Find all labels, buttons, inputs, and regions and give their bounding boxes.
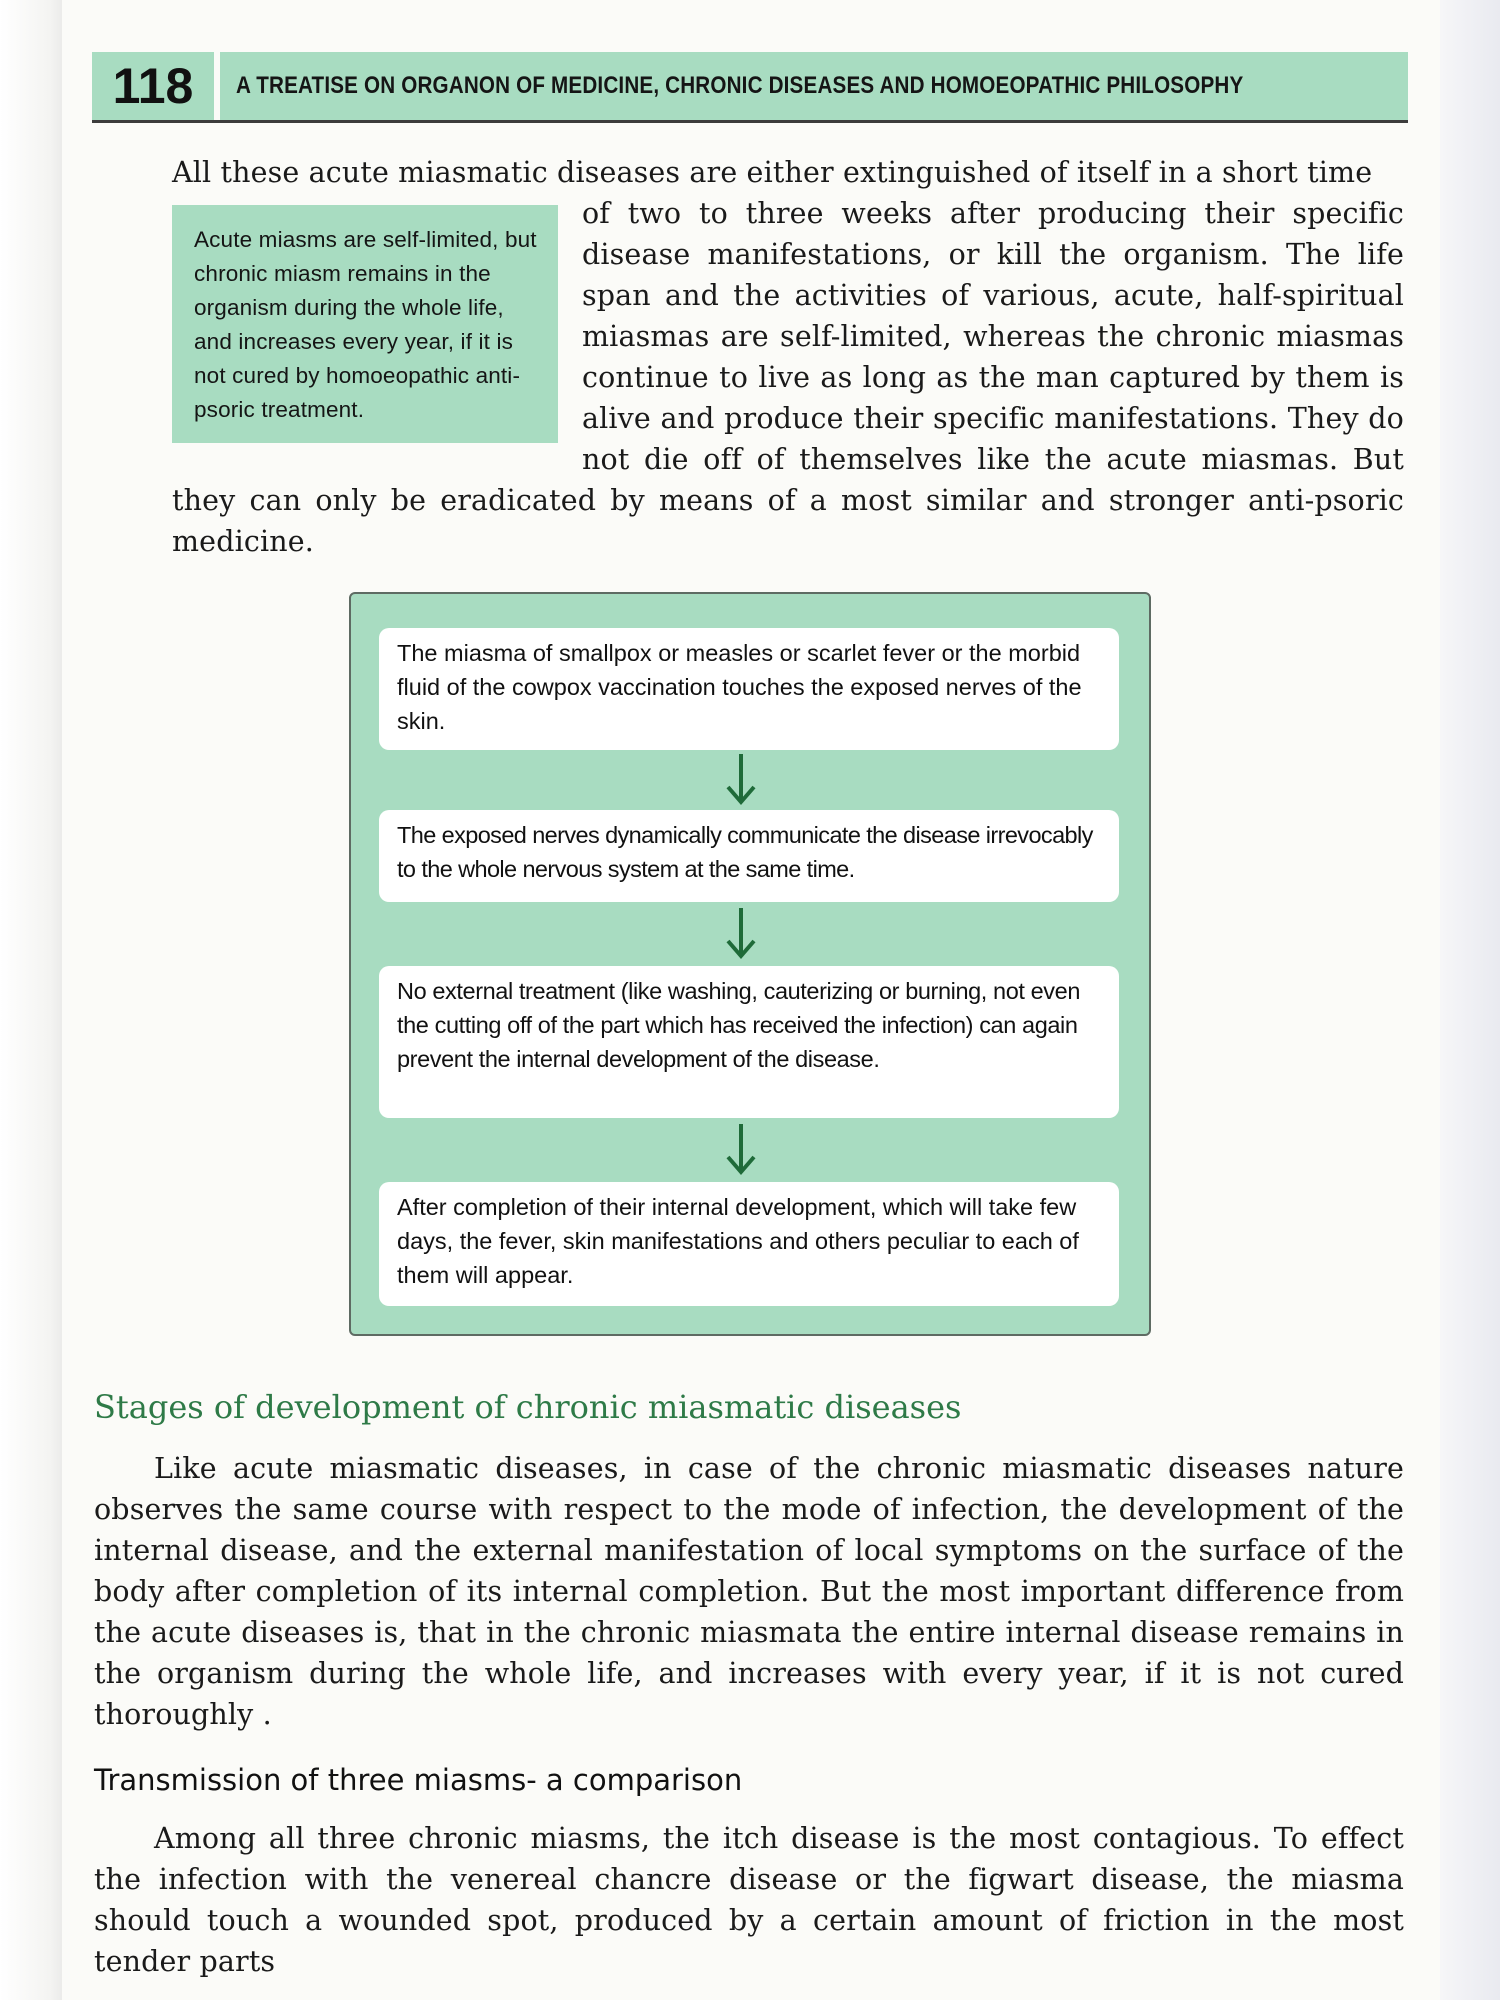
section-heading-transmission: Transmission of three miasms- a comparison	[94, 1763, 743, 1797]
stages-paragraph: Like acute miasmatic diseases, in case of the chronic miasmatic diseases nature observes the same course with respect to the mode of infection, the development of the internal disease, and the external manifestation of local symptoms on the surface of the body after completion of its internal completion. But the most important difference from the acute diseases is, that in the chronic miasmata the entire internal disease remains in the organism during the whole life, and increases with every year, if it is not cured thoroughly .	[94, 1452, 1404, 1731]
page-header	[92, 52, 1408, 123]
down-arrow-icon	[721, 1120, 761, 1180]
flowchart-step-2: The exposed nerves dynamically communicate the disease irrevocably to the whole nervous system at the same time.	[379, 810, 1119, 902]
page-number: 118	[92, 52, 214, 120]
sidenote-box: Acute miasms are self-limited, but chronic miasm remains in the organism during the whole life, and increases every year, if it is not cured by homoeopathic anti-psoric treatment.	[172, 205, 558, 443]
down-arrow-icon	[721, 904, 761, 964]
intro-paragraph	[172, 193, 1404, 562]
page-gutter	[0, 0, 62, 2000]
intro-paragraph-text: of two to three weeks after producing their specific disease manifestations, or kill the organism. The life span and the activities of various, acute, half-spiritual miasmas are self-limited, whereas the chronic miasmas continue to live as long as the man captured by them is alive and produce their specific manifestations. They do not die off of themselves like the acute miasmas. But they can only be eradicated by means of a most similar and stronger anti-psoric medicine.	[172, 197, 1404, 558]
flowchart-step-4: After completion of their internal development, which will take few days, the fever, skin manifestations and others peculiar to each of them will appear.	[379, 1182, 1119, 1306]
flowchart	[349, 592, 1151, 1336]
down-arrow-icon	[721, 750, 761, 810]
flowchart-step-3: No external treatment (like washing, cauterizing or burning, not even the cutting off of the part which has received the infection) can again prevent the internal development of the disease.	[379, 966, 1119, 1118]
flowchart-step-1: The miasma of smallpox or measles or scarlet fever or the morbid fluid of the cowpox vaccination touches the exposed nerves of the skin.	[379, 628, 1119, 750]
section-heading-stages: Stages of development of chronic miasmatic diseases	[94, 1388, 962, 1426]
page-edge	[1440, 0, 1500, 2000]
intro-first-line: All these acute miasmatic diseases are either extinguished of itself in a short time	[172, 156, 1373, 189]
running-title: A TREATISE ON ORGANON OF MEDICINE, CHRONIC DISEASES AND HOMOEOPATHIC PHILOSOPHY	[220, 52, 1408, 120]
transmission-paragraph: Among all three chronic miasms, the itch disease is the most contagious. To effect the infection with the venereal chancre disease or the figwart disease, the miasma should touch a wounded spot, produced by a certain amount of friction in the most tender parts	[94, 1822, 1404, 1978]
